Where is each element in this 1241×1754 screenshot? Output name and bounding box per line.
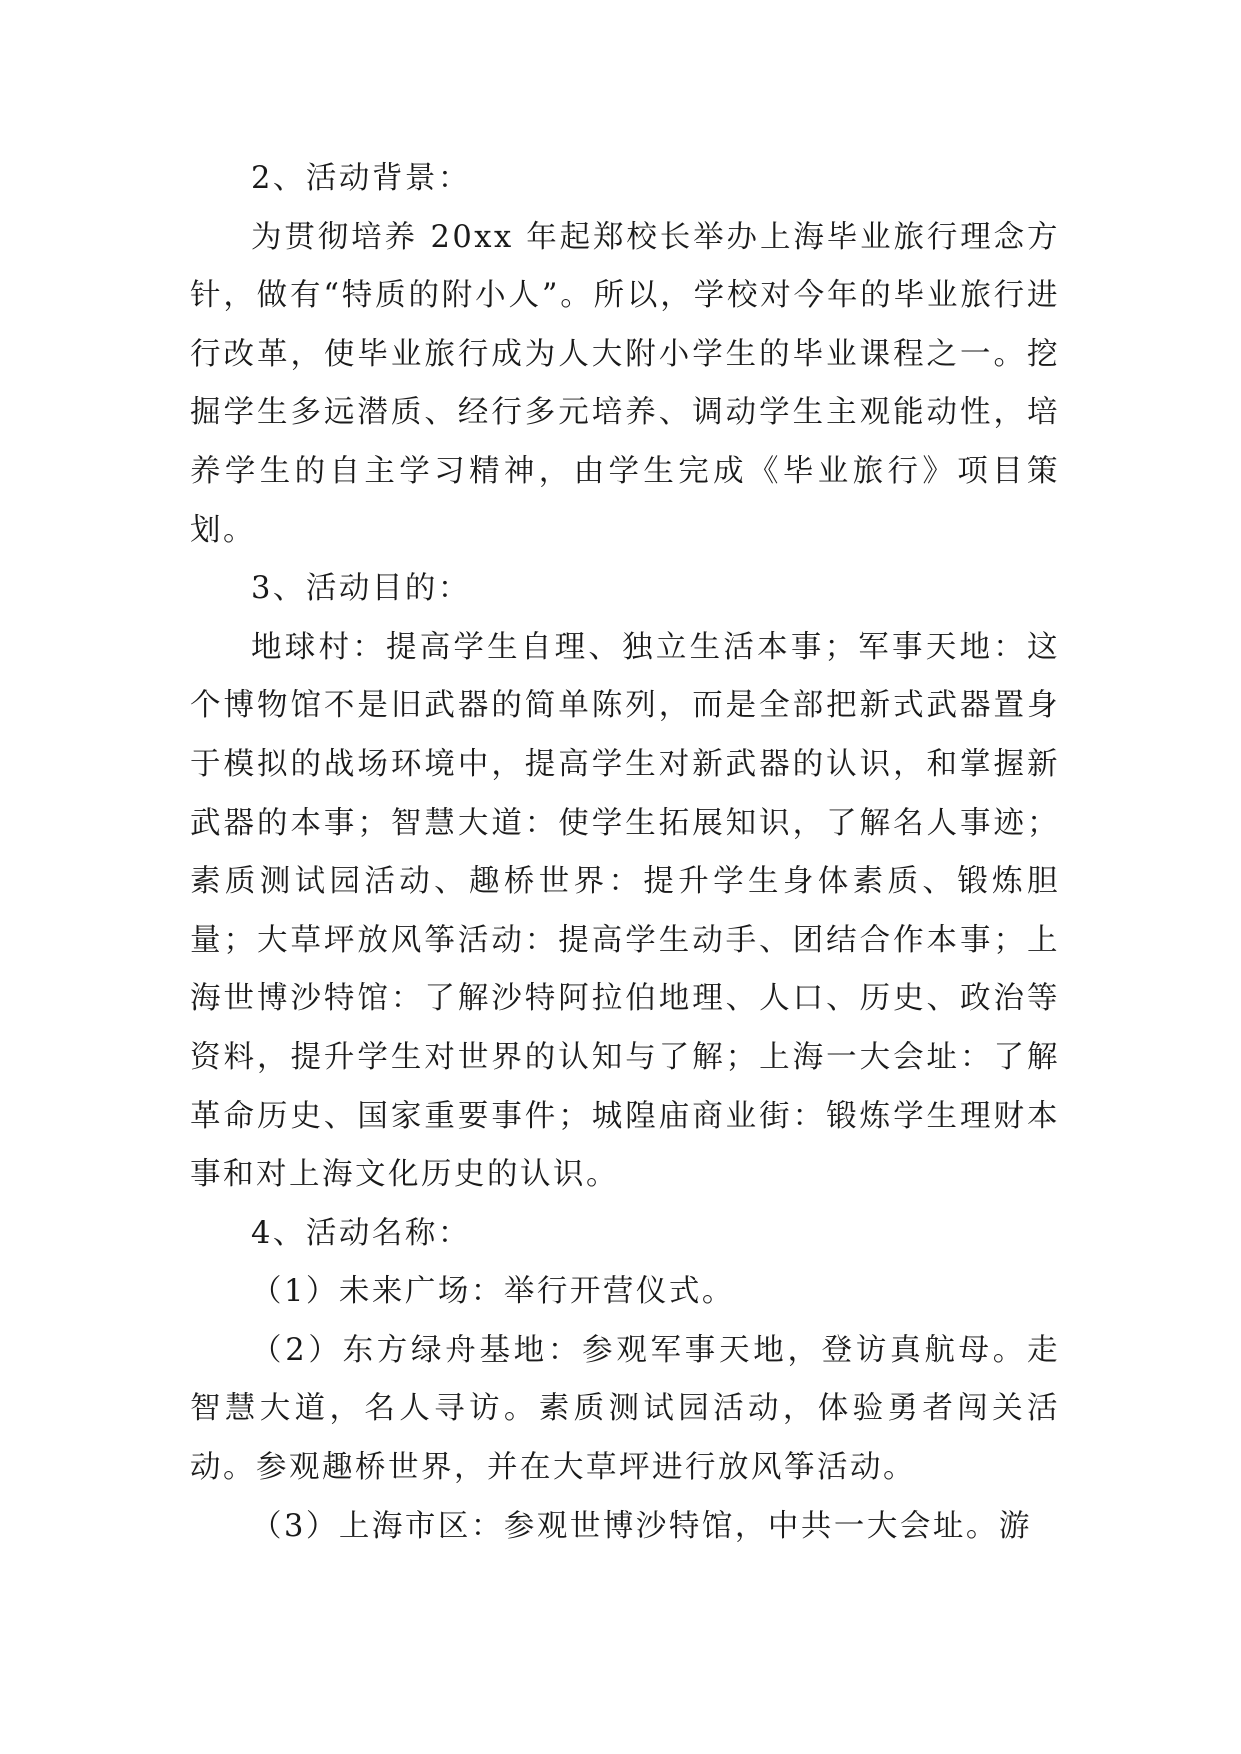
section-heading-activity-name: 4、活动名称： bbox=[251, 1215, 471, 1251]
purpose-paragraph: 地球村：提高学生自理、独立生活本事；军事天地：这个博物馆不是旧武器的简单陈列，而是全部把新式武器置身于模拟的战场环境中，提高学生对新武器的认识，和掌握新武器的本事；智慧大道：使学生拓展知识，了解名人事迹；素质测试园活动、趣桥世界：提升学生身体素质、锻炼胆量；大草坪放风筝活动：提高学生动手、团结合作本事；上海世博沙特馆：了解沙特阿拉伯地理、人口、历史、政治等资料，提升学生对世界的认知与了解；上海一大会址：了解革命历史、国家重要事件；城隍庙商业街：锻炼学生理财本事和对上海文化历史的认识。 bbox=[190, 629, 1060, 1193]
section-heading-background: 2、活动背景： bbox=[251, 161, 471, 196]
document-page bbox=[190, 150, 1060, 1556]
section-heading-purpose: 3、活动目的： bbox=[251, 571, 471, 607]
activity-item-2: （2）东方绿舟基地：参观军事天地，登访真航母。走智慧大道，名人寻访。素质测试园活动，体验勇者闯关活动。参观趣桥世界，并在大草坪进行放风筝活动。 bbox=[190, 1332, 1060, 1486]
activity-item-3: （3）上海市区：参观世博沙特馆，中共一大会址。游 bbox=[251, 1508, 1032, 1544]
activity-item-1: （1）未来广场：举行开营仪式。 bbox=[251, 1274, 735, 1310]
background-paragraph: 为贯彻培养 20xx 年起郑校长举办上海毕业旅行理念方针，做有“特质的附小人”。所以，学校对今年的毕业旅行进行改革，使毕业旅行成为人大附小学生的毕业课程之一。挖掘学生多远潜质、经行多元培养、调动学生主观能动性，培养学生的自主学习精神，由学生完成《毕业旅行》项目策划。 bbox=[190, 219, 1060, 548]
